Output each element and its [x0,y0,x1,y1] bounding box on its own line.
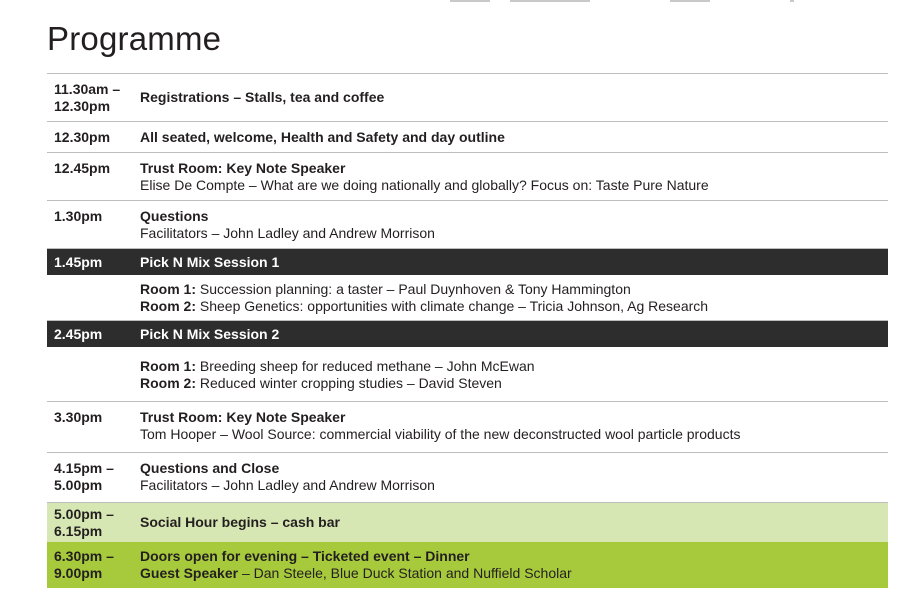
schedule-row [47,122,888,153]
time-label: 2.45pm [54,325,103,342]
session-title: Questions [140,208,209,224]
session-title: Questions and Close [140,460,280,476]
speaker-text: – Dan Steele, Blue Duck Station and Nuffield Scholar [238,565,572,581]
session-title: Trust Room: Key Note Speaker [140,160,346,176]
room-topic: Reduced winter cropping studies – David Steven [196,375,502,391]
schedule-row [47,201,888,249]
session-description [140,548,888,582]
session-description [140,160,888,200]
room-label: Room 1: [140,358,196,374]
room-line [140,375,888,392]
time-label: 12.30pm [54,128,111,145]
time-label: 1.30pm [54,208,103,224]
session-title: Trust Room: Key Note Speaker [140,409,346,425]
time-label: 3.30pm [54,409,103,425]
schedule-row [47,153,888,201]
room-list [140,281,888,320]
session-detail: Facilitators – John Ladley and Andrew Morrison [140,477,435,493]
session-header-row [47,249,888,275]
session-detail: Tom Hooper – Wool Source: commercial viability of the new deconstructed wool particle products [140,426,741,442]
social-hour-row [47,503,888,542]
room-line [140,281,888,298]
schedule-row [47,74,888,122]
room-topic: Sheep Genetics: opportunities with climate change – Tricia Johnson, Ag Research [196,298,709,314]
session-title: Pick N Mix Session 1 [140,253,280,270]
schedule-row [47,402,888,453]
session-title: Social Hour begins – cash bar [140,514,340,530]
rooms-row [47,347,888,402]
room-topic: Breeding sheep for reduced methane – John McEwan [196,358,535,374]
evening-row [47,542,888,588]
schedule-row [47,453,888,503]
session-description [140,460,888,502]
room-label: Room 1: [140,281,196,297]
time-label: 6.30pm – 9.00pm [54,548,114,581]
session-description [140,409,888,452]
room-label: Room 2: [140,375,196,391]
session-title: Pick N Mix Session 2 [140,325,280,342]
rooms-row [47,275,888,321]
session-header-row [47,321,888,347]
room-line [140,358,888,375]
session-description [140,208,888,248]
session-detail: Facilitators – John Ladley and Andrew Morrison [140,225,435,241]
time-label: 11.30am – 12.30pm [54,80,121,114]
room-list [140,358,888,401]
session-detail: Elise De Compte – What are we doing nationally and globally? Focus on: Taste Pure Nature [140,177,709,193]
programme-table [47,73,888,588]
session-title: Doors open for evening – Ticketed event – Dinner [140,548,470,564]
time-label: 4.15pm – 5.00pm [54,460,114,493]
page-top-edge [440,0,820,4]
session-detail [140,565,888,582]
speaker-label: Guest Speaker [140,565,239,581]
room-line [140,298,888,315]
session-title: Registrations – Stalls, tea and coffee [140,89,385,105]
time-label: 5.00pm – 6.15pm [54,505,114,539]
time-label: 12.45pm [54,160,111,176]
room-topic: Succession planning: a taster – Paul Duynhoven & Tony Hammington [196,281,631,297]
session-title: All seated, welcome, Health and Safety and day outline [140,128,505,145]
page-title: Programme [47,20,222,57]
time-label: 1.45pm [54,253,103,270]
room-label: Room 2: [140,298,196,314]
